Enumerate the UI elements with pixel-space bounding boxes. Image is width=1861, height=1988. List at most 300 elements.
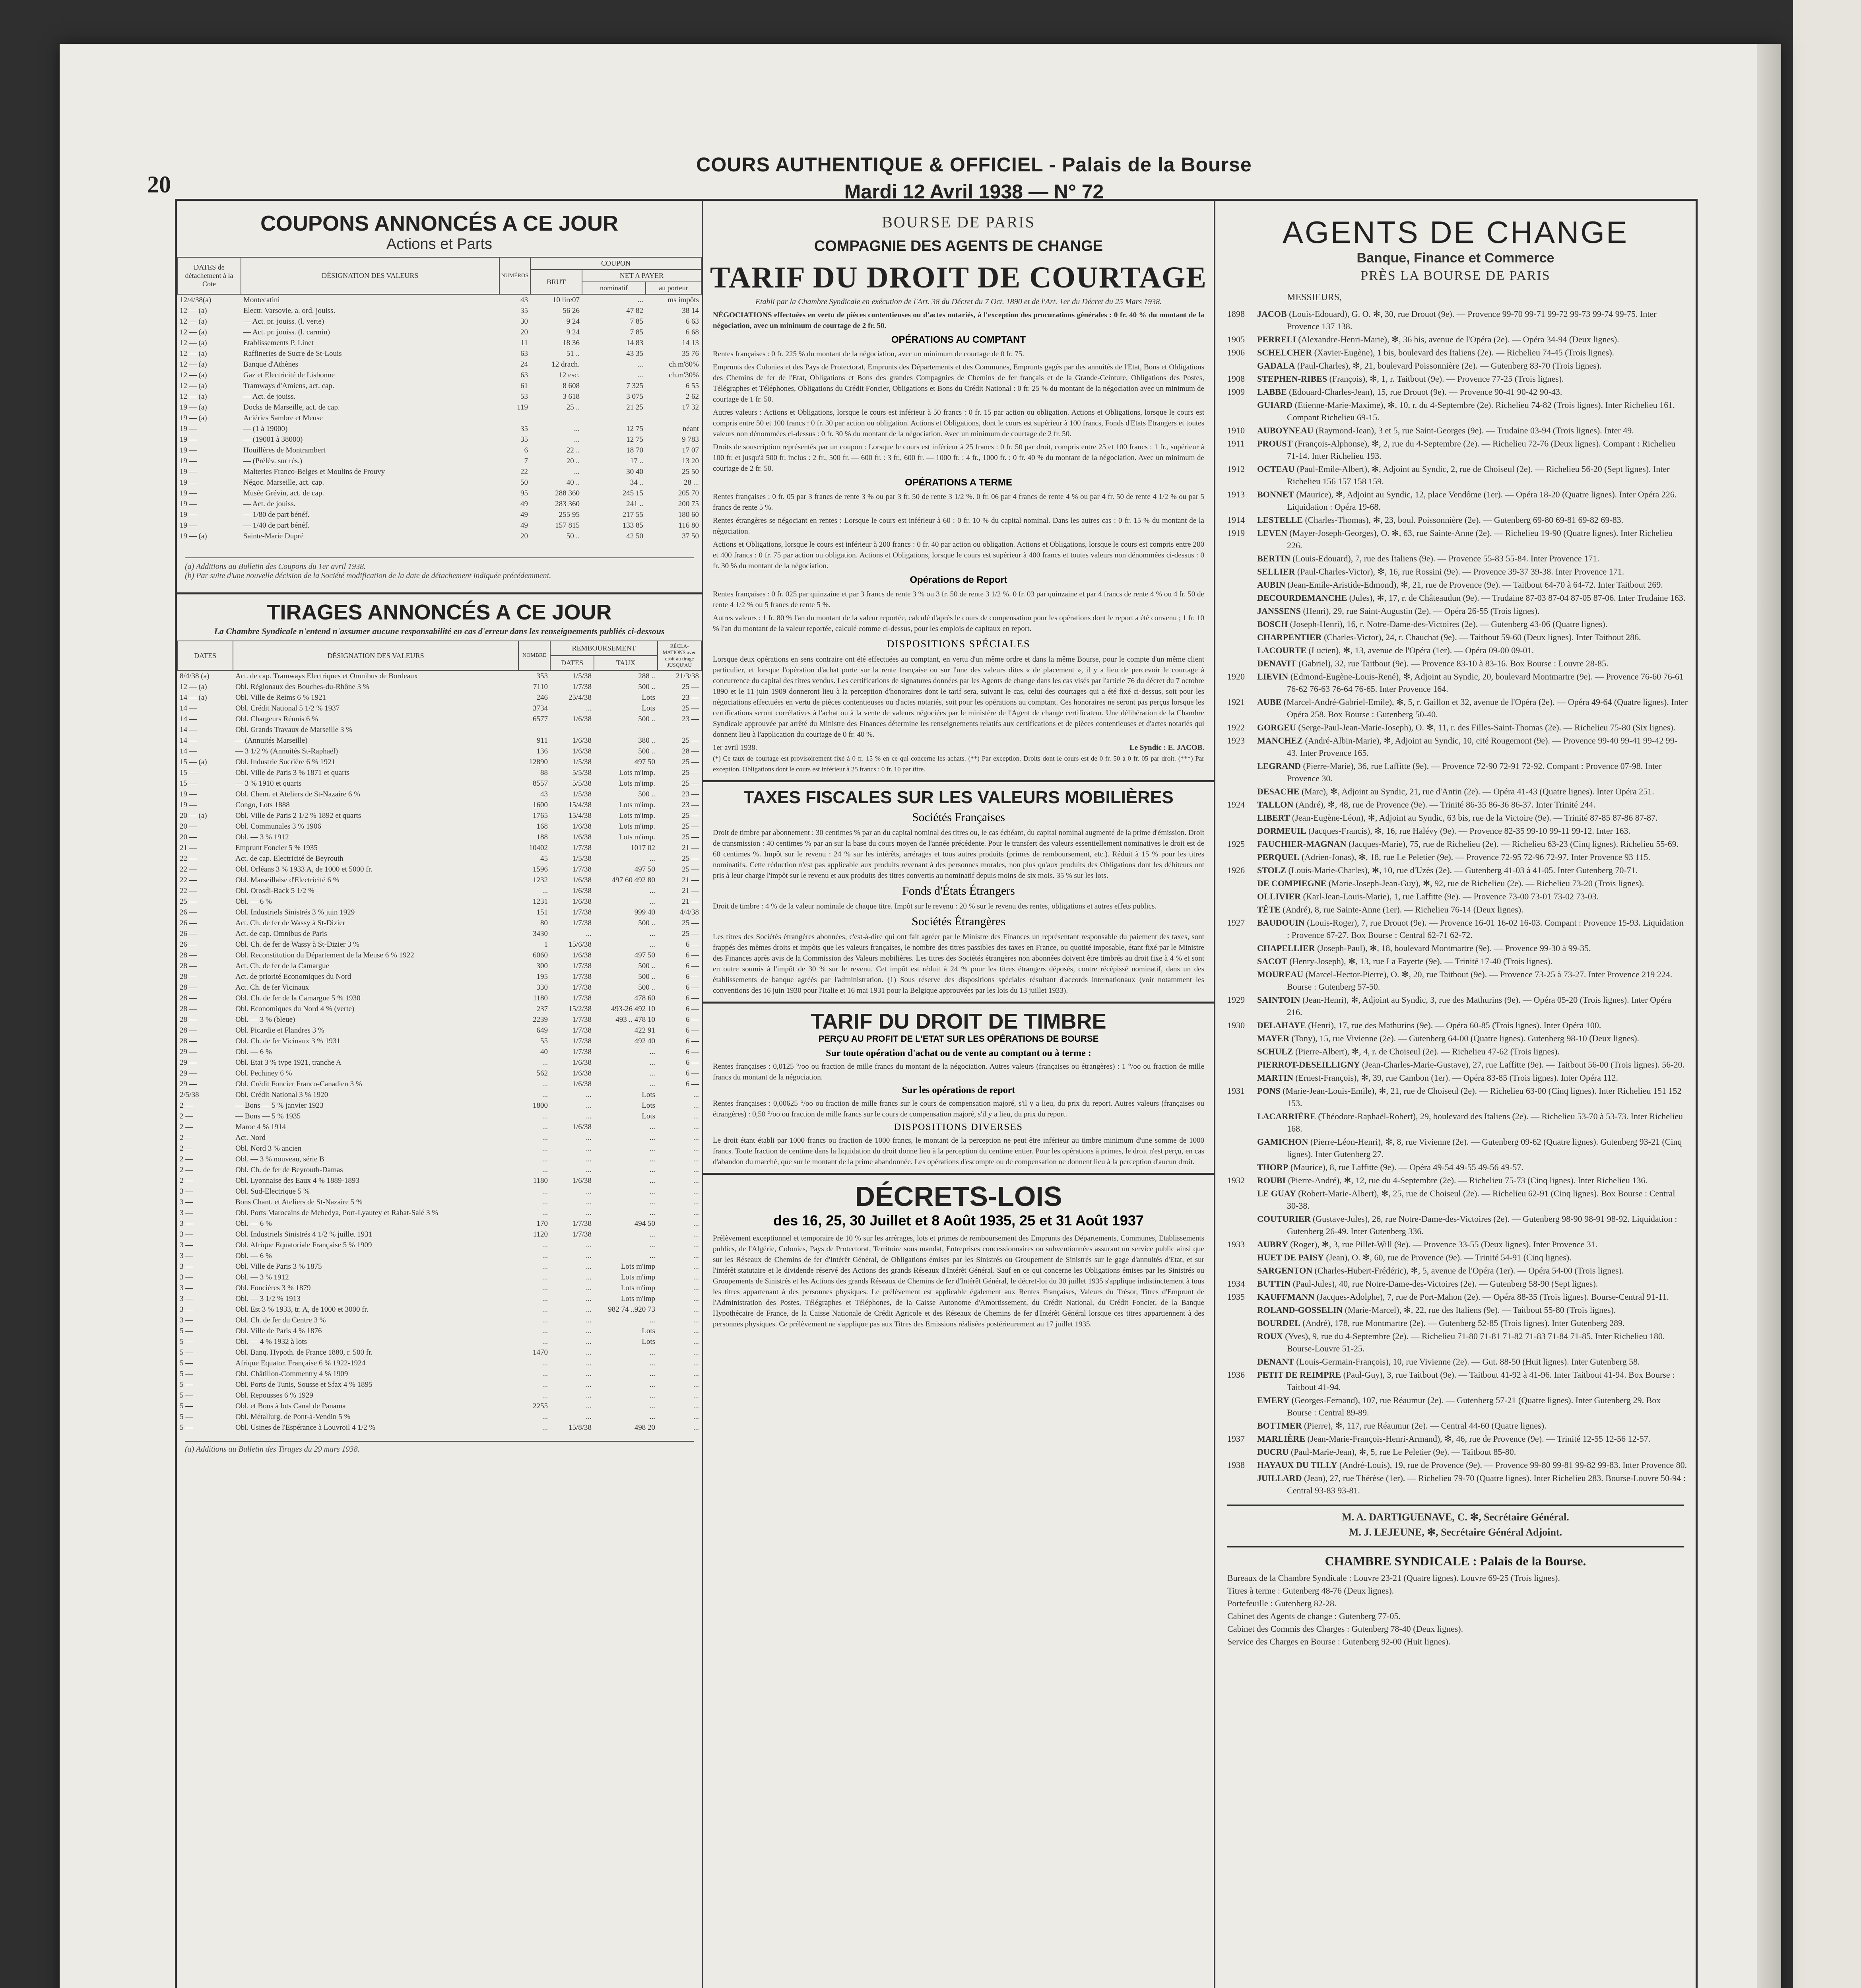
tirages-cell: ... [542,1165,548,1174]
coupons-cell: 2 62 [685,392,699,401]
agent-entry [1227,812,1688,824]
agent-entry [1227,838,1688,850]
tirages-cell: 1/7/38 [572,1026,592,1035]
coupons-cell: 7 85 [630,317,643,326]
tarif-negociations: NÉGOCIATIONS effectuées en vertu de pièces contentieuses ou d'actes notariés, à l'exception des procurations générales : 0 fr. 40 % du montant de la négociation, avec un minimum de courtage de 2 fr. 50. [713,311,1204,330]
tirages-cell: ... [586,1187,592,1196]
tirages-cell: Lots m'imp. [619,800,655,809]
tirages-cell: ... [693,1380,699,1389]
coupons-cell: 288 360 [555,489,580,497]
agent-year: 1924 [1227,800,1245,810]
tirages-cell: 28 — [180,1004,197,1013]
tirages-cell: Obl. Crédit National 3 % 1920 [235,1090,328,1099]
tirages-cell: 21 — [682,897,699,906]
agent-details: (Paul-Charles), ✻, 21, boulevard Poissonnière (2e). — Gutenberg 83-70 (Trois lignes). [1297,361,1602,371]
agent-entry [1227,825,1688,837]
coupons-row [177,423,701,434]
coupons-cell: 116 80 [678,521,699,530]
tirages-cell: 19 — [180,790,197,798]
tirages-cell: 15 — [180,779,197,788]
agent-entry [1227,994,1688,1018]
tirages-cell: 3 — [180,1251,193,1260]
secretary-general: M. A. DARTIGUENAVE, C. ✻, Secrétaire Général. [1342,1511,1569,1523]
agent-entry [1227,1433,1688,1445]
tirages-cell: ... [649,1359,655,1367]
tirages-cell: ... [586,1412,592,1421]
tirages-cell: 3 — [180,1198,193,1206]
tirages-cell: 22 — [180,876,197,884]
tirages-cell: 3 — [180,1273,193,1281]
decrets-text: Prélèvement exceptionnel et temporaire de 10 % sur les arrérages, lots et primes de remboursement des Emprunts des Départements, Communes, Etablissements publics, de l'Algérie, Colonies, Pays de Protectorat, Territoire sous mandat, Entreprises concessionnaires ou subventionnées assurant un service public ainsi que sur les Réseaux de Chemins de fer d'Intérêt Général, de Obligations émises par les Sinistrés ou Groupement de Sinistrés sur le gage d'annuités d'Etat, et sur l'intérêt statutaire et le dividende réservé des Actions des grands Réseaux d'Intérêt Général. Sauf en ce qui concerne les Obligations émises par les Sinistrés ou Groupements de Sinistrés et les Actions des grands Réseaux de Chemins de fer d'Intérêt Général, le décret-loi du 30 juillet 1935 s'applique indistinctement à tous les titres appartenant à des personnes physiques. Le prélèvement est applicable également aux Rentes Françaises, Valeurs du Trésor, Titres d'Emprunt de l'Administration des Postes, Télégraphes et Téléphones, de la Caisse Autonome d'Amortissement, du Crédit National, du Crédit Foncier, de la Banque Hypothécaire de France, de la Caisse Nationale de Crédit Agricole et des Réseaux de Chemins de fer d'Intérêt Général lorsque ces titres appartiennent à des personnes physiques. Ce prélèvement ne s'applique pas aux Titres des Emissions réalisées postérieurement au 17 juillet 1935. [713,1234,1204,1328]
coupons-cell: 14 13 [682,338,699,347]
tirages-cell: ... [693,1402,699,1410]
coupons-cell: 217 55 [622,510,643,519]
agent-entry [1227,1291,1688,1303]
agent-name: CHARPENTIER [1257,632,1322,642]
tirages-row [177,1304,701,1315]
tirages-cell: Maroc 4 % 1914 [235,1122,286,1131]
taxes-fr-heading: Sociétés Françaises [912,811,1005,824]
agent-details: (Jean), O. ✻, 60, rue de Provence (9e). — Trinité 54-91 (Cinq lignes). [1326,1252,1572,1262]
tirages-cell: 497 60 492 80 [611,876,655,884]
coupons-col-nominatif: nominatif [582,282,646,294]
tirages-cell: Obl. Afrique Equatoriale Française 5 % 1909 [235,1241,372,1249]
coupons-cell: 8 608 [563,381,580,390]
agent-details: (Xavier-Eugène), 1 bis, boulevard des Italiens (2e). — Richelieu 74-45 (Trois lignes). [1314,348,1615,357]
tirages-cell: Obl. Nord 3 % ancien [235,1144,302,1153]
tirages-cell: 1/5/38 [572,672,592,680]
tirages-cell: ... [649,1187,655,1196]
tirages-cell: 25 — [682,757,699,766]
tirages-cell: ... [649,1316,655,1324]
tirages-cell: 300 [536,961,548,970]
agent-details: (Jacques-Marie), 75, rue de Richelieu (2e). — Richelieu 63-23 (Cinq lignes). Richelieu 55-69. [1348,839,1679,849]
tirages-cell: Obl. Ville de Reims 6 % 1921 [235,693,326,702]
tirages-cell: 1180 [533,1176,548,1185]
coupons-cell: — Act. de jouiss. [243,392,296,401]
agent-details: (Paul-Marie-Jean), ✻, 5, rue Le Peletier (9e). — Taitbout 85-80. [1290,1447,1516,1457]
chambre-list [1227,1572,1684,1648]
agent-details: (Charles-Hubert-Frédéric), ✻, 5, avenue de l'Opéra (1er). — Opéra 54-00 (Trois lignes). [1314,1266,1624,1276]
coupons-cell: 63 [520,349,528,358]
agent-entry [1227,1238,1688,1250]
agent-details: (Jean-Charles-Marie-Gustave), 27, rue Laffitte (9e). — Taitbout 56-00 (Trois lignes). 56-20. [1362,1060,1685,1070]
tirages-cell: Act. de priorité Economiques du Nord [235,972,351,981]
tirages-cell: 12890 [529,757,548,766]
tirages-cell: 15/4/38 [568,800,592,809]
coupons-col-brut: BRUT [530,270,582,294]
tirages-cell: 1/7/38 [572,983,592,992]
agent-name: PERRELI [1257,334,1296,344]
chambre-line: Portefeuille : Gutenberg 82-28. [1227,1598,1337,1608]
agent-entry [1227,670,1688,695]
tirages-cell: 26 — [180,940,197,949]
tirages-col-dates: DATES [177,641,233,670]
tirages-cell: 1/7/38 [572,972,592,981]
agent-details: (Alexandre-Henri-Marie), ✻, 36 bis, avenue de l'Opéra (2e). — Opéra 34-94 (Deux lignes). [1298,334,1619,344]
coupons-cell: 283 360 [555,499,580,508]
coupons-cell: 30 [520,317,528,326]
tirages-cell: ... [649,1241,655,1249]
coupons-cell: 6 63 [685,317,699,326]
agent-name: BERTIN [1257,553,1290,563]
agent-entry [1227,359,1688,372]
tirages-cell: ... [586,1251,592,1260]
agent-name: OCTEAU [1257,464,1295,474]
tirages-cell: Lots [642,704,655,712]
chambre-line: Cabinet des Agents de change : Gutenberg 77-05. [1227,1611,1401,1621]
tirages-cell: 6060 [533,951,548,959]
tirages-cell: 21 — [682,886,699,895]
tirages-cell: 25 — [682,854,699,863]
coupons-cell: 12 — (a) [180,317,207,326]
coupons-cell: néant [682,424,699,433]
tirages-cell: 1/5/38 [572,854,592,863]
tirages-cell: Lots m'imp. [619,768,655,777]
agent-year: 1935 [1227,1292,1245,1302]
tirages-cell: 14 — (a) [180,693,207,702]
tirages-cell: ... [542,1058,548,1067]
tirages-cell: ... [542,1337,548,1346]
tarif-intro: Etabli par la Chambre Syndicale en exécution de l'Art. 38 du Décret du 7 Oct. 1890 et de l'Art. 1er du Décret du 25 Mars 1938. [755,297,1162,306]
agent-entry [1227,864,1688,876]
tarif-dispositions-heading: DISPOSITIONS SPÉCIALES [887,638,1030,650]
tirages-cell: 20 — [180,833,197,841]
tirages-cell: ... [649,1155,655,1163]
tirages-cell: 6 — [685,1058,699,1067]
agent-name: LEGRAND [1257,761,1301,771]
agent-details: (Jean-Emile-Aristide-Edmond), ✻, 21, rue de Provence (9e). — Taitbout 64-70 à 64-72. Inter Taitbout 269. [1287,580,1663,590]
tirages-subtitle: La Chambre Syndicale n'entend n'assumer aucune responsabilité en cas d'erreur dans les renseignements publiés ci-dessous [214,626,665,636]
tirages-cell: Obl. Etat 3 % type 1921, tranche A [235,1058,342,1067]
tirages-table [177,641,702,1433]
tirages-cell: ... [542,1208,548,1217]
agent-details: (Pierre-Marie), 36, rue Laffitte (9e). — Provence 72-90 72-91 72-92. Compant : Provence 07-98. Inter Provence 30. [1287,761,1662,783]
coupons-cell: 12 — (a) [180,371,207,379]
tirages-cell: 3430 [533,929,548,938]
tirages-cell: 1/6/38 [572,736,592,745]
tirages-cell: Obl. Banq. Hypoth. de France 1880, r. 500 fr. [235,1348,373,1357]
tirages-cell: 151 [536,908,548,916]
tirages-row [177,907,701,918]
taxes-title: TAXES FISCALES SUR LES VALEURS MOBILIÈRES [743,788,1174,807]
tirages-cell: ... [649,1122,655,1131]
coupons-cell: 63 [520,371,528,379]
agent-name: LESTELLE [1257,515,1303,525]
tirages-cell: 14 — [180,714,197,723]
coupons-cell: — Act. pr. jouiss. (l. verte) [243,317,324,326]
tirages-col-remboursement: REMBOURSEMENT [550,641,658,656]
coupons-cell: 13 20 [682,456,699,465]
agent-name: STEPHEN-RIBES [1257,374,1327,384]
tirages-cell: 1/6/38 [572,876,592,884]
tirages-cell: 500 .. [638,983,655,992]
taxes-etat: Droit de timbre : 4 % de la valeur nominale de chaque titre. Impôt sur le revenu : 20 % sur le revenu des rentes, obligations et autres effets publics. [713,902,1157,911]
coupons-cell: Etablissements P. Linet [243,338,314,347]
agent-name: PROUST [1257,439,1293,448]
tirages-cell: 23 — [682,800,699,809]
tirages-col-reclamations: RÉCLA-MATIONS avec droit au tirage JUSQU'AU [658,641,701,670]
agent-name: LIBERT [1257,813,1290,823]
tirages-cell: ... [542,1251,548,1260]
tirages-cell: 14 — [180,736,197,745]
timbre-t3: Le droit étant établi par 1000 francs ou fraction de 1000 francs, le montant de la perception ne peut être inférieur au timbre minimum d'une somme de 1000 francs. Toute fraction de centime dans la liquidation du droit donne lieu à la perception du centime entier. Pour les opérations à primes, le droit n'est perçu, en cas d'abandon du marché, que sur le montant de la prime abandonnée. Les opérations d'escompte ou de compensation ne donnent lieu à la perception d'aucun droit. [713,1136,1204,1166]
agent-year: 1926 [1227,865,1245,875]
tirages-cell: ... [693,1198,699,1206]
agents-subtitle2: PRÈS LA BOURSE DE PARIS [1360,268,1551,283]
agent-name: DELAHAYE [1257,1020,1306,1030]
tirages-cell: 8/4/38 (a) [180,672,210,680]
agent-entry [1227,1459,1688,1471]
tarif-report [703,589,1214,634]
agent-name: AUBE [1257,697,1282,707]
agent-details: (Serge-Paul-Jean-Marie-Joseph), O. ✻, 11, r. des Filles-Saint-Thomas (2e). — Richelieu 75-80 (Six lignes). [1298,722,1676,732]
tirages-cell: 1/6/38 [572,1058,592,1067]
agent-year: 1913 [1227,489,1245,499]
tirages-cell: ... [649,854,655,863]
tirages-cell: Obl. Ville de Paris 2 1/2 % 1892 et quarts [235,811,361,820]
agent-year: 1912 [1227,464,1245,474]
coupons-cell: 12 75 [626,435,643,444]
tirages-row [177,961,701,971]
tirages-row [177,1272,701,1283]
agent-name: EMERY [1257,1395,1290,1405]
tirages-cell: Obl. Crédit National 5 1/2 % 1937 [235,704,340,712]
tirages-cell: ... [586,1262,592,1271]
coupons-cell: ... [637,371,643,379]
tirages-cell: Obl. Ports de Tunis, Sousse et Sfax 4 % 1895 [235,1380,373,1389]
tirages-cell: ... [649,1348,655,1357]
coupons-cell [582,413,646,423]
tirages-cell: 15/6/38 [568,940,592,949]
tirages-cell: 494 50 [634,1219,655,1228]
paragraph: Emprunts des Colonies et des Pays de Protectorat, Emprunts des Départements et des Communes, Emprunts gagés par des annuités de l'Etat, Bons et Obligations des Chemins de fer de l'Etat, Obligations et Bons des grandes Compagnies de Chemins de fer français et de la Grande-Ceinture, Obligations des Postes, Télégraphes et Téléphones, Obligations du Crédit Foncier, Obligations et Bons du Crédit National : 0 fr. 25 % du montant de la négociation avec un minimum de courtage de 1 fr. 50. [713,363,1204,404]
agent-entry [1227,1419,1688,1432]
coupons-body [177,294,701,542]
tirages-row [177,1250,701,1261]
tirages-row [177,853,701,864]
tirages-cell: ... [586,1241,592,1249]
coupons-cell: 19 — [180,510,197,519]
coupons-cell: 12 — (a) [180,328,207,336]
tirages-cell: 80 [540,918,548,927]
tirages-cell: 29 — [180,1079,197,1088]
tirages-cell: 88 [540,768,548,777]
agent-year: 1920 [1227,672,1245,681]
coupons-cell: 61 [520,381,528,390]
agent-name: BUTTIN [1257,1279,1291,1289]
agent-entry [1227,514,1688,526]
decrets-subtitle: des 16, 25, 30 Juillet et 8 Août 1935, 25 et 31 Août 1937 [773,1212,1144,1229]
agent-name: TALLON [1257,800,1294,810]
agent-details: (Jacques-Adolphe), 7, rue de Port-Mahon (2e). — Opéra 88-35 (Trois lignes). Bourse-Central 91-11. [1316,1292,1669,1302]
coupons-title: COUPONS ANNONCÉS A CE JOUR [260,212,619,235]
agent-entry [1227,386,1688,398]
agent-entry [1227,1446,1688,1458]
coupons-cell: — 1/80 de part bénéf. [243,510,310,519]
tirages-cell: 15/4/38 [568,811,592,820]
agent-entry [1227,1045,1688,1058]
tirages-row [177,670,701,681]
tirages-cell: 15 — (a) [180,757,207,766]
tirages-cell: Obl. Ville de Paris 3 % 1875 [235,1262,322,1271]
coupons-cell: Houillères de Montrambert [243,446,326,454]
agent-entry [1227,916,1688,941]
tirages-cell: 7110 [533,682,548,691]
tirages-row [177,1261,701,1272]
tirages-row [177,1208,701,1218]
tirages-cell: 6 — [685,1037,699,1045]
tirages-cell: 1/6/38 [572,951,592,959]
coupons-cell: Docks de Marseille, act. de cap. [243,403,340,412]
tirages-row [177,1229,701,1240]
tirages-cell: 1/7/38 [572,1219,592,1228]
agent-entry [1227,592,1688,604]
tirages-cell: 1800 [533,1101,548,1110]
tirages-cell: ... [649,1230,655,1239]
tirages-cell: 3 — [180,1241,193,1249]
coupons-cell: 3 075 [626,392,643,401]
agent-details: (Louis-Marie-Charles), ✻, 10, rue d'Uzès (2e). — Gutenberg 41-03 à 41-05. Inter Gutenberg 70-71. [1288,865,1638,875]
coupons-row [177,445,701,456]
tirages-cell: ... [649,1058,655,1067]
coupons-col-net: NET A PAYER [582,270,701,282]
tirages-cell: Obl. Communales 3 % 1906 [235,822,321,831]
agent-entry [1227,1110,1688,1135]
coupons-cell: 205 70 [678,489,699,497]
tirages-cell: 1/7/38 [572,1047,592,1056]
tirages-cell: Act. de cap. Omnibus de Paris [235,929,327,938]
tirages-row [177,875,701,885]
tirages-cell: 188 [536,833,548,841]
agent-name: ROUX [1257,1331,1283,1341]
timbre-subtitle: PERÇU AU PROFIT DE L'ETAT SUR LES OPÉRATIONS DE BOURSE [818,1034,1099,1044]
agent-name: LEVEN [1257,528,1287,538]
tirages-cell: ... [542,1155,548,1163]
coupons-cell: 12 esc. [559,371,580,379]
tirages-cell: Obl. Orosdi-Back 5 1/2 % [235,886,314,895]
tirages-cell: 3734 [533,704,548,712]
tirages-cell: ... [693,1251,699,1260]
tirages-cell: Obl. — 6 % [235,1047,272,1056]
coupons-col-porteur: au porteur [646,282,701,294]
tirages-cell: 649 [536,1026,548,1035]
tirages-cell: ... [649,940,655,949]
tirages-cell: 478 60 [634,994,655,1002]
timbre-title: TARIF DU DROIT DE TIMBRE [811,1010,1106,1033]
coupons-cell: Sainte-Marie Dupré [243,532,304,540]
coupons-cell: — (1 à 19000) [243,424,288,433]
agent-entry [1227,1085,1688,1109]
tirages-col-taux: TAUX [594,656,658,670]
agent-entry [1227,618,1688,630]
agent-name: DECOURDEMANCHE [1257,593,1347,603]
timbre-h3: DISPOSITIONS DIVERSES [894,1122,1023,1132]
coupons-cell: 17 07 [682,446,699,454]
tirages-cell: ... [693,1283,699,1292]
coupons-cell: Musée Grévin, act. de cap. [243,489,324,497]
agent-name: DE COMPIEGNE [1257,878,1327,888]
tirages-cell: Act. Nord [235,1133,266,1142]
tirages-row [177,1014,701,1025]
coupons-cell: 157 815 [555,521,580,530]
coupons-row [177,348,701,359]
agent-name: DENANT [1257,1357,1294,1367]
tirages-row [177,1315,701,1326]
tirages-col-nombre: NOMBRE [518,641,550,670]
coupons-row [177,391,701,402]
coupons-cell: — Act. pr. jouiss. (l. carmin) [243,328,330,336]
agent-year: 1936 [1227,1370,1245,1380]
agent-entry [1227,942,1688,954]
tirages-cell: Obl. Lyonnaise des Eaux 4 % 1889-1893 [235,1176,359,1185]
tirages-row [177,1422,701,1433]
coupons-cell: 133 85 [622,521,643,530]
tirages-cell: ... [542,1283,548,1292]
coupons-cell: 245 15 [622,489,643,497]
tirages-cell: ... [693,1294,699,1303]
coupons-row [177,370,701,381]
tirages-row [177,1379,701,1390]
agent-details: (André), 8, rue Sainte-Anne (1er). — Richelieu 76-14 (Deux lignes). [1283,905,1523,914]
agent-details: (François-Alphonse), ✻, 2, rue du 4-Septembre (2e). — Richelieu 72-76 (Deux lignes). Compant : Richelieu 71-14. Inter Richelieu 193. [1287,439,1676,461]
tirages-cell: 6 — [685,983,699,992]
coupons-cell: 53 [520,392,528,401]
tirages-cell: ... [586,1155,592,1163]
agent-entry [1227,1304,1688,1316]
agent-details: (Marcel-Hector-Pierre), O. ✻, 20, rue Taitbout (9e). — Provence 73-25 à 73-27. Inter Provence 219 224. Bourse : Gutenberg 57-50. [1287,969,1673,992]
agent-details: (Louis-Germain-François), 10, rue Vivienne (2e). — Gut. 88-50 (Huit lignes). Inter Gutenberg 58. [1296,1357,1640,1367]
agent-name: STOLZ [1257,865,1286,875]
tirages-row [177,821,701,832]
tirages-cell: ... [693,1219,699,1228]
tirages-cell: 1/7/38 [572,918,592,927]
coupons-cell: Banque d'Athènes [243,360,298,369]
tirages-cell: ... [693,1359,699,1367]
tirages-row [177,1293,701,1304]
coupons-cell: Tramways d'Amiens, act. cap. [243,381,334,390]
tirages-cell: — 3 % 1910 et quarts [235,779,302,788]
agent-year: 1934 [1227,1279,1245,1289]
tirages-cell: ... [542,886,548,895]
agent-name: SACOT [1257,956,1287,966]
tirages-cell: 26 — [180,908,197,916]
tirages-row [177,735,701,746]
tirages-cell: 19 — [180,800,197,809]
tirages-cell: ... [693,1101,699,1110]
agent-year: 1930 [1227,1020,1245,1030]
tirages-cell: 1/6/38 [572,886,592,895]
coupons-subtitle: Actions et Parts [386,236,493,252]
agent-entry [1227,1330,1688,1355]
coupons-cell: 14 83 [626,338,643,347]
tirages-cell: ... [586,1326,592,1335]
chambre-line: Titres à terme : Gutenberg 48-76 (Deux lignes). [1227,1586,1394,1596]
agent-details: (Pierre), ✻, 117, rue Réaumur (2e). — Central 44-60 (Quatre lignes). [1304,1421,1547,1431]
agent-name: THORP [1257,1162,1289,1172]
coupons-cell: 19 — [180,521,197,530]
agent-details: (Louis-Roger), 7, rue Drouot (9e). — Provence 16-01 16-02 16-03. Compant : Provence 15-93. Liquidation : Provence 67-27. Box Bourse : Central 62-71 62-72. [1287,918,1684,940]
tirages-row [177,950,701,961]
tirages-cell: 15/2/38 [568,1004,592,1013]
agent-name: TÊTE [1257,905,1281,914]
timbre-h1: Sur toute opération d'achat ou de vente au comptant ou à terme : [826,1048,1091,1058]
tirages-cell: ... [586,1101,592,1110]
coupons-cell: ms impôts [668,295,699,304]
tirages-cell: 12 — (a) [180,682,207,691]
tirages-cell: 999 40 [634,908,655,916]
tirages-cell: 497 50 [634,951,655,959]
